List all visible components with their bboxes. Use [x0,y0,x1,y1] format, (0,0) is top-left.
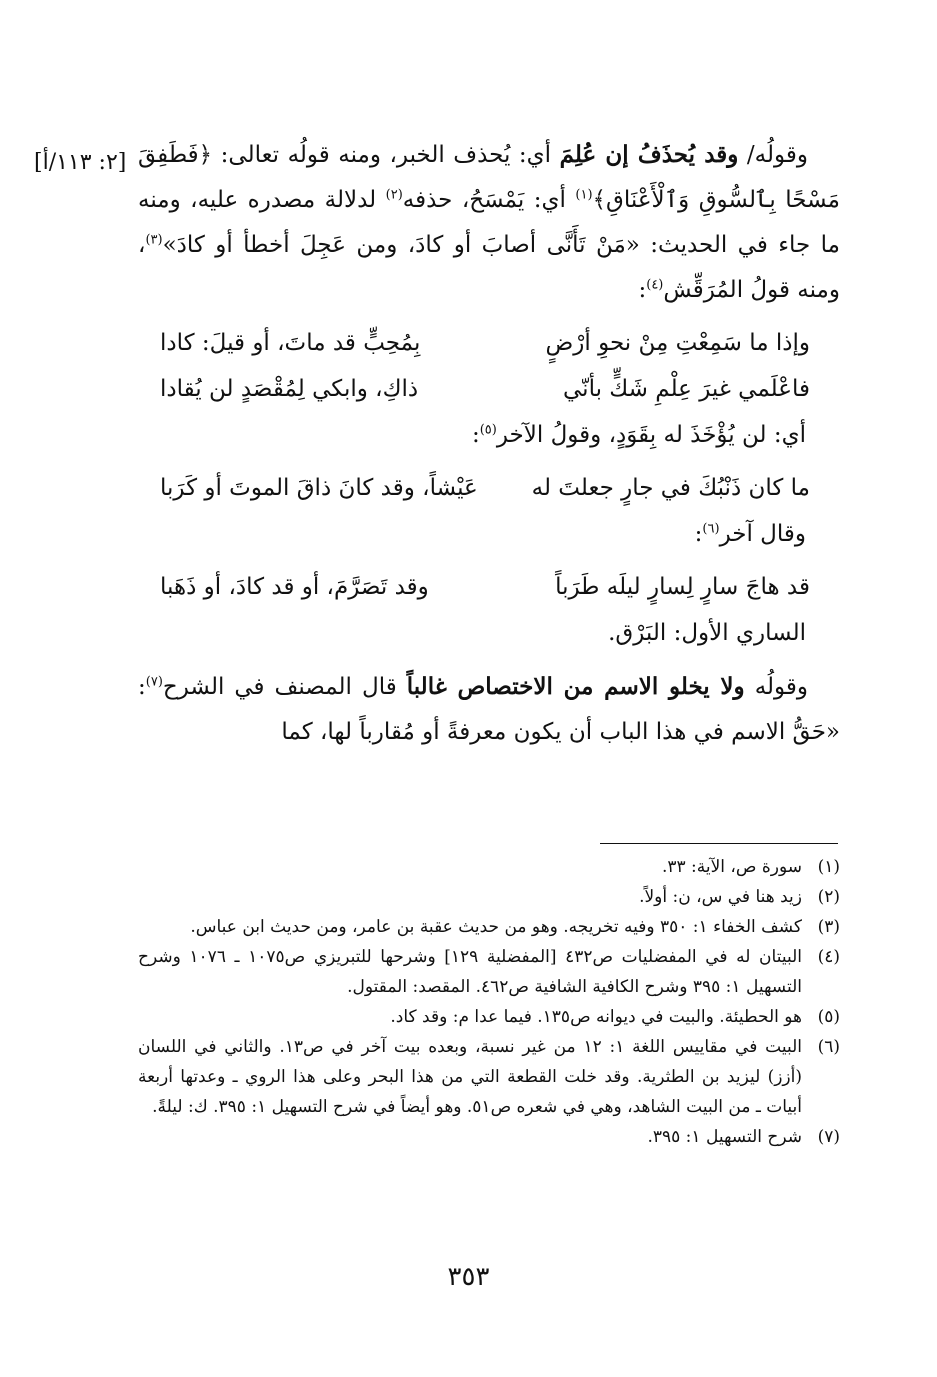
verse-hemistich-second: بِمُحِبٍّ قد ماتَ، أو قيلَ: كادا [160,330,421,356]
p1-lead: وقولُه/ [746,142,808,168]
footnote [138,1002,840,1032]
verse-line [138,321,840,367]
footnote-text: البيتان له في المفضليات ص٤٣٢ [المفضلية ١٢٩] وشرحها للتبريزي ص١٠٧٥ ـ ١٠٧٦ وشرح التسهيل ١: ٣٩٥ وشرح الكافية الشافية ص٤٦٢. المقصد: المقتول. [138,947,802,997]
main-text [138,132,840,755]
verse-line [138,466,840,512]
footnote-ref-2: (٢) [385,187,403,203]
footnote-ref-6: (٦) [702,521,720,537]
footnote [138,1122,840,1152]
footnote-text: البيت في مقاييس اللغة ١: ١٢ من غير نسبة، وبعده بيت آخر في ص١٣. والثاني في اللسان (أزز) ليزيد بن الطثرية. وقد خلت القطعة التي من هذا البحر وعلى هذا الروي ـ وعدتها أربعة أبيات ـ من البيت الشاهد، وهي في شعره ص٥١. وهو أيضاً في شرح التسهيل ١: ٣٩٥. ك: ليلةً. [138,1037,802,1117]
p1-end: : [638,277,647,303]
footnote-number: (٧) [817,1127,840,1147]
footnote-ref-5: (٥) [479,422,497,438]
paragraph-4: الساري الأول: البَرْق. [608,620,806,646]
verse-line [138,565,840,611]
footnote-number: (٥) [817,1007,840,1027]
p2-text: أي: لن يُؤْخَذَ له بِقَوَدٍ، وقولُ الآخر [496,422,806,448]
verse-line [138,367,840,413]
p1-bold-quote: وقد يُحذَفُ إن عُلِمَ [559,141,739,168]
footnote [138,882,840,912]
footnote-text: كشف الخفاء ١: ٣٥٠ وفيه تخريجه. وهو من حديث عقبة بن عامر، ومن حديث ابن عباس. [190,917,802,937]
footnote-number: (٦) [817,1037,840,1057]
footnote-ref-1: (١) [575,187,593,203]
verse-hemistich-first: ما كان ذَنْبُكَ في جارٍ جعلتَ له [531,475,810,501]
verse-hemistich-first: قد هاجَ سارٍ لِسارٍ ليلَه طَرَباً [555,574,810,600]
paragraph-5 [138,664,840,755]
p1-text-3: لدلالة مصدره عليه، ومنه ما جاء في الحديث: «مَنْ تَأَنَّى أصابَ أو كادَ، ومن عَجِلَ أخطأ أو كادَ» [138,187,840,258]
footnote-ref-7: (٧) [145,674,163,690]
footnote [138,1032,840,1122]
footnote [138,912,840,942]
footnote-number: (٤) [817,947,840,967]
verse-hemistich-second: ذاكِ، وابكي لِمُقْصَدٍ لن يُقادا [160,376,419,402]
footnote-number: (١) [817,857,840,877]
p1-text: أي: يُحذف الخبر، ومنه قولُه تعالى: ﴿فَطَفِقَ مَسْحًا بِٱلسُّوقِ وَٱلْأَعْنَاقِ﴾ [138,142,840,213]
footnote-ref-3: (٣) [145,232,163,248]
p1-text-4: ، ومنه قولُ المُرَقِّش [138,232,840,303]
p5-lead: وقولُه [754,674,809,700]
paragraph-1 [138,132,840,313]
page-number: ٣٥٣ [447,1262,490,1292]
verse-hemistich-first: فاعْلَمي غيرَ عِلْمِ شَكٍّ بأنّي [563,376,810,402]
footnote-number: (٣) [817,917,840,937]
paragraph-2 [138,413,840,458]
footnote [138,852,840,882]
verse-hemistich-first: وإذا ما سَمِعْتِ مِنْ نحوِ أرْضٍ [545,330,810,356]
manuscript-margin-reference: [٢: ١١٣/أ] [34,150,127,175]
p3-end: : [694,521,703,547]
verse-hemistich-second: وقد تَصَرَّمَ، أو قد كادَ، أو ذَهَبا [160,574,429,600]
footnote-text: هو الحطيئة. والبيت في ديوانه ص١٣٥. فيما عدا م: وقد كاد. [390,1007,802,1027]
footnote-text: زيد هنا في س، ن: أولاً. [639,887,802,907]
footnote-number: (٢) [817,887,840,907]
p5-text: قال المصنف في الشرح [162,674,397,700]
footnote-text: شرح التسهيل ١: ٣٩٥. [647,1127,802,1147]
verse-hemistich-second: عَيْشاً، وقد كانَ ذاقَ الموتَ أو كَرَبا [160,475,478,501]
footnote [138,942,840,1002]
p1-text-2: أي: يَمْسَحُ، حذفه [402,187,566,213]
p3-text: وقال آخر [719,521,806,547]
paragraph-3 [138,512,840,557]
footnote-ref-4: (٤) [646,277,664,293]
p2-end: : [471,422,480,448]
footnotes [138,852,840,1152]
p5-text-2: : «حَقُّ الاسم في هذا الباب أن يكون معرفةً أو مُقارباً لها، كما [138,674,840,745]
footnote-text: سورة ص، الآية: ٣٣. [661,857,802,877]
p5-bold-quote: ولا يخلو الاسم من الاختصاص غالباً [406,673,745,700]
footnote-divider [600,843,838,844]
